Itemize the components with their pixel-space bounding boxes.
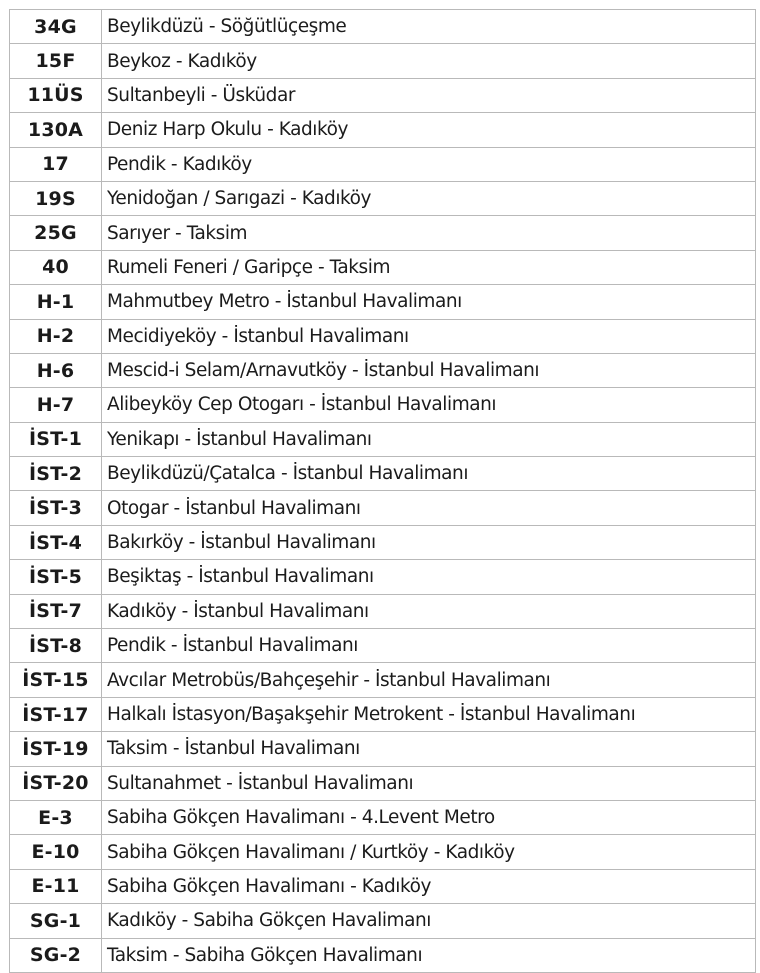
route-name: Sabiha Gökçen Havalimanı / Kurtköy - Kadıköy [102, 835, 756, 869]
table-row [10, 388, 756, 422]
table-row [10, 904, 756, 938]
route-code: 40 [10, 250, 102, 284]
table-row [10, 663, 756, 697]
table-row [10, 869, 756, 903]
route-name: Mescid-i Selam/Arnavutköy - İstanbul Havalimanı [102, 353, 756, 387]
route-code: İST-4 [10, 525, 102, 559]
table-row [10, 44, 756, 78]
route-name: Taksim - İstanbul Havalimanı [102, 732, 756, 766]
table-row [10, 285, 756, 319]
route-code: İST-8 [10, 629, 102, 663]
route-name: Sultanbeyli - Üsküdar [102, 78, 756, 112]
table-row [10, 422, 756, 456]
route-code: İST-7 [10, 594, 102, 628]
route-name: Mecidiyeköy - İstanbul Havalimanı [102, 319, 756, 353]
route-code: H-7 [10, 388, 102, 422]
route-code: E-3 [10, 800, 102, 834]
route-code: İST-3 [10, 491, 102, 525]
route-name: Pendik - Kadıköy [102, 147, 756, 181]
route-name: Taksim - Sabiha Gökçen Havalimanı [102, 938, 756, 972]
route-name: Rumeli Feneri / Garipçe - Taksim [102, 250, 756, 284]
route-code: SG-1 [10, 904, 102, 938]
route-name: Beykoz - Kadıköy [102, 44, 756, 78]
route-name: Beşiktaş - İstanbul Havalimanı [102, 560, 756, 594]
route-code: 130A [10, 113, 102, 147]
route-list-container [9, 9, 756, 973]
table-row [10, 250, 756, 284]
route-code: E-11 [10, 869, 102, 903]
route-code: H-1 [10, 285, 102, 319]
table-row [10, 800, 756, 834]
route-code: İST-2 [10, 457, 102, 491]
table-row [10, 78, 756, 112]
route-code: E-10 [10, 835, 102, 869]
route-code: 25G [10, 216, 102, 250]
route-name: Mahmutbey Metro - İstanbul Havalimanı [102, 285, 756, 319]
route-name: Yenikapı - İstanbul Havalimanı [102, 422, 756, 456]
route-name: Bakırköy - İstanbul Havalimanı [102, 525, 756, 559]
table-row [10, 353, 756, 387]
table-row [10, 457, 756, 491]
table-row [10, 181, 756, 215]
route-name: Sarıyer - Taksim [102, 216, 756, 250]
route-name: Yenidoğan / Sarıgazi - Kadıköy [102, 181, 756, 215]
table-row [10, 216, 756, 250]
route-code: İST-5 [10, 560, 102, 594]
table-row [10, 697, 756, 731]
route-code: 11ÜS [10, 78, 102, 112]
route-name: Sultanahmet - İstanbul Havalimanı [102, 766, 756, 800]
table-row [10, 319, 756, 353]
route-name: Beylikdüzü - Söğütlüçeşme [102, 10, 756, 44]
route-code: İST-1 [10, 422, 102, 456]
route-name: Alibeyköy Cep Otogarı - İstanbul Havalimanı [102, 388, 756, 422]
route-name: Kadıköy - İstanbul Havalimanı [102, 594, 756, 628]
route-code: İST-15 [10, 663, 102, 697]
table-row [10, 10, 756, 44]
table-row [10, 732, 756, 766]
route-name: Pendik - İstanbul Havalimanı [102, 629, 756, 663]
route-code: İST-20 [10, 766, 102, 800]
table-row [10, 629, 756, 663]
table-row [10, 113, 756, 147]
table-row [10, 560, 756, 594]
route-name: Beylikdüzü/Çatalca - İstanbul Havalimanı [102, 457, 756, 491]
route-name: Sabiha Gökçen Havalimanı - 4.Levent Metro [102, 800, 756, 834]
route-code: 34G [10, 10, 102, 44]
route-table [9, 9, 756, 973]
route-table-body [10, 10, 756, 973]
route-code: 17 [10, 147, 102, 181]
route-name: Deniz Harp Okulu - Kadıköy [102, 113, 756, 147]
route-code: SG-2 [10, 938, 102, 972]
route-name: Halkalı İstasyon/Başakşehir Metrokent - İstanbul Havalimanı [102, 697, 756, 731]
route-name: Kadıköy - Sabiha Gökçen Havalimanı [102, 904, 756, 938]
route-name: Sabiha Gökçen Havalimanı - Kadıköy [102, 869, 756, 903]
route-code: İST-17 [10, 697, 102, 731]
table-row [10, 491, 756, 525]
table-row [10, 835, 756, 869]
route-code: H-6 [10, 353, 102, 387]
route-code: 19S [10, 181, 102, 215]
route-name: Otogar - İstanbul Havalimanı [102, 491, 756, 525]
table-row [10, 525, 756, 559]
table-row [10, 594, 756, 628]
route-code: İST-19 [10, 732, 102, 766]
table-row [10, 766, 756, 800]
table-row [10, 147, 756, 181]
route-code: H-2 [10, 319, 102, 353]
route-code: 15F [10, 44, 102, 78]
table-row [10, 938, 756, 972]
route-name: Avcılar Metrobüs/Bahçeşehir - İstanbul Havalimanı [102, 663, 756, 697]
